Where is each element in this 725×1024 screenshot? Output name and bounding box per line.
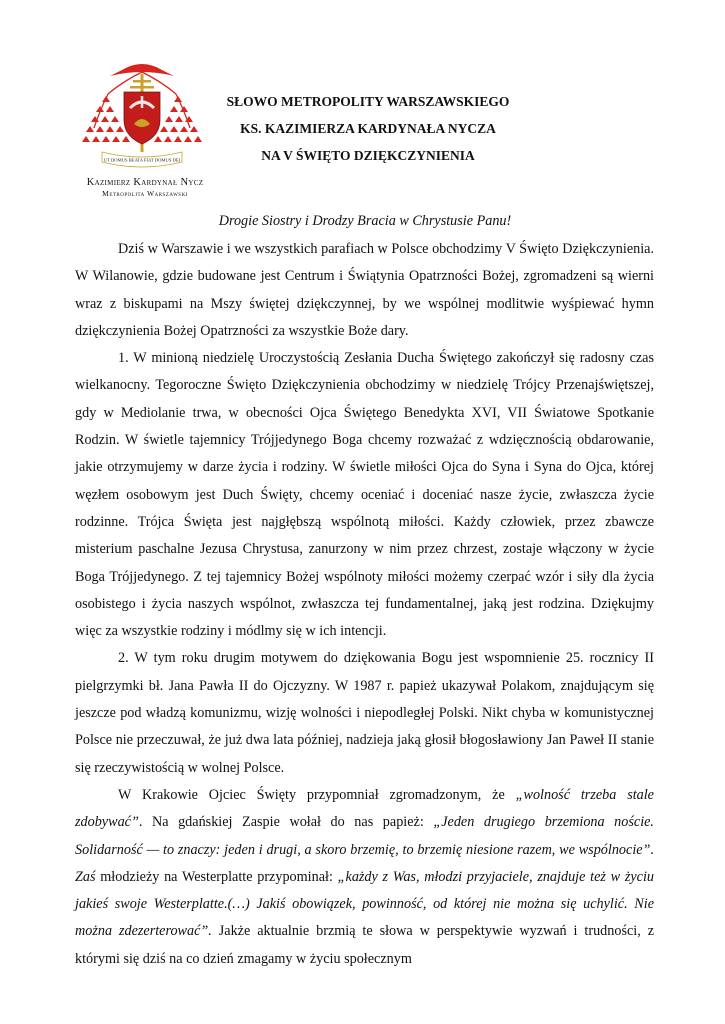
p4-text-2: . Na gdańskiej Zaspie wołał do nas papież: — [138, 814, 434, 831]
title-line-1: SŁOWO METROPOLITY WARSZAWSKIEGO — [226, 94, 510, 109]
p4-text-1: W Krakowie Ojciec Święty przypomniał zgromadzonym, że — [118, 786, 516, 803]
crest-name: Kazimierz Kardynał Nycz — [86, 177, 204, 188]
paragraph-4 — [75, 782, 654, 973]
paragraph-3: 2. W tym roku drugim motywem do dziękowania Bogu jest wspomnienie 25. rocznicy II pielgrzymki bł. Jana Pawła II do Ojczyzny. W 1987 r. papież ukazywał Polakom, znajdującym się jeszcze pod władzą komunizmu, wizję wolności i niepodległej Polski. Nikt chyba w komunistycznej Polsce nie przeczuwał, że już dwa lata później, nadzieja jaką głosił błogosławiony Jan Paweł II stanie się rzeczywistością w wolnej Polsce. — [75, 650, 654, 776]
title-line-3: NA V ŚWIĘTO DZIĘKCZYNIENIA — [261, 148, 475, 163]
document-title — [208, 88, 528, 169]
p4-quote-1: „wolność trzeba stale zdobywać” — [75, 786, 654, 831]
paragraph-2: 1. W minioną niedzielę Uroczystością Zesłania Ducha Świętego zakończył się radosny czas wielkanocny. Tegoroczne Święto Dziękczynienia obchodzimy w niedzielę Trójcy Przenajświętszej, gdy w Mediolanie trwa, w obecności Ojca Świętego Benedykta XVI, VII Światowe Spotkanie Rodzin. W świetle tajemnicy Trójjedynego Boga chcemy rozważać z wdzięcznością obdarowanie, jakie otrzymujemy w darze życia i rodziny. W świetle miłości Ojca do Syna i Syna do Ojca, której węzłem osobowym jest Duch Święty, chcemy oceniać i doceniać nasze życie, zwłaszcza życie rodzinne. Trójca Święta jest najgłębszą wspólnotą miłości. Każdy człowiek, przez zbawcze misterium paschalne Jezusa Chrystusa, zanurzony w nim przez chrzest, zostaje włączony w życie Boga Trójjedynego. Z tej tajemnicy Bożej wspólnoty miłości możemy czerpać wzór i siły dla życia osobistego i życia naszych wspólnot, zwłaszcza tej fundamentalnej, jaką jest rodzina. Dziękujmy więc za wszystkie rodziny i módlmy się w ich intencji. — [75, 350, 654, 640]
p4-quote-3: „każdy z Was, młodzi przyjaciele, znajduje też w życiu jakieś swoje Westerplatte.(…) Jakiś obowiązek, powinność, od której nie można się uchylić. Nie można zdezerterować”. — [75, 868, 654, 940]
crest-caption — [70, 176, 220, 199]
p4-quote-2: „Jeden drugiego brzemiona noście. Solidarność — to znaczy: jeden i drugi, a skoro brzemię, to brzemię niesione razem, we wspólnocie”. Zaś — [75, 814, 654, 885]
paragraph-1: Dziś w Warszawie i we wszystkich parafiach w Polsce obchodzimy V Święto Dziękczynienia. W Wilanowie, gdzie budowane jest Centrum i Świątynia Opatrzności Bożej, zgromadzeni są wierni wraz z biskupami na Mszy świętej dziękczynnej, by we wspólnej modlitwie wyśpiewać hymn dziękczynienia Bożej Opatrzności za wszystkie Boże dary. — [75, 241, 654, 339]
coat-of-arms — [82, 58, 202, 174]
p4-text-4: Jakże aktualnie brzmią te słowa w perspektywie wyzwań i trudności, z którymi się dziś na co dzień zmagamy w życiu społecznym — [75, 923, 654, 967]
letter-body — [75, 236, 654, 973]
p4-text-3: młodzieży na Westerplatte przypominał: — [95, 868, 338, 885]
tassels-right-icon — [154, 96, 202, 142]
title-line-2: KS. KAZIMIERZA KARDYNAŁA NYCZA — [240, 121, 496, 136]
crest-subtitle: Metropolita Warszawski — [102, 189, 188, 198]
salutation: Drogie Siostry i Drodzy Bracia w Chrystusie Panu! — [218, 213, 512, 229]
tassels-left-icon — [82, 96, 130, 142]
motto-text: UT DOMUS BEATA FIAT DOMUS DEI — [103, 157, 181, 163]
